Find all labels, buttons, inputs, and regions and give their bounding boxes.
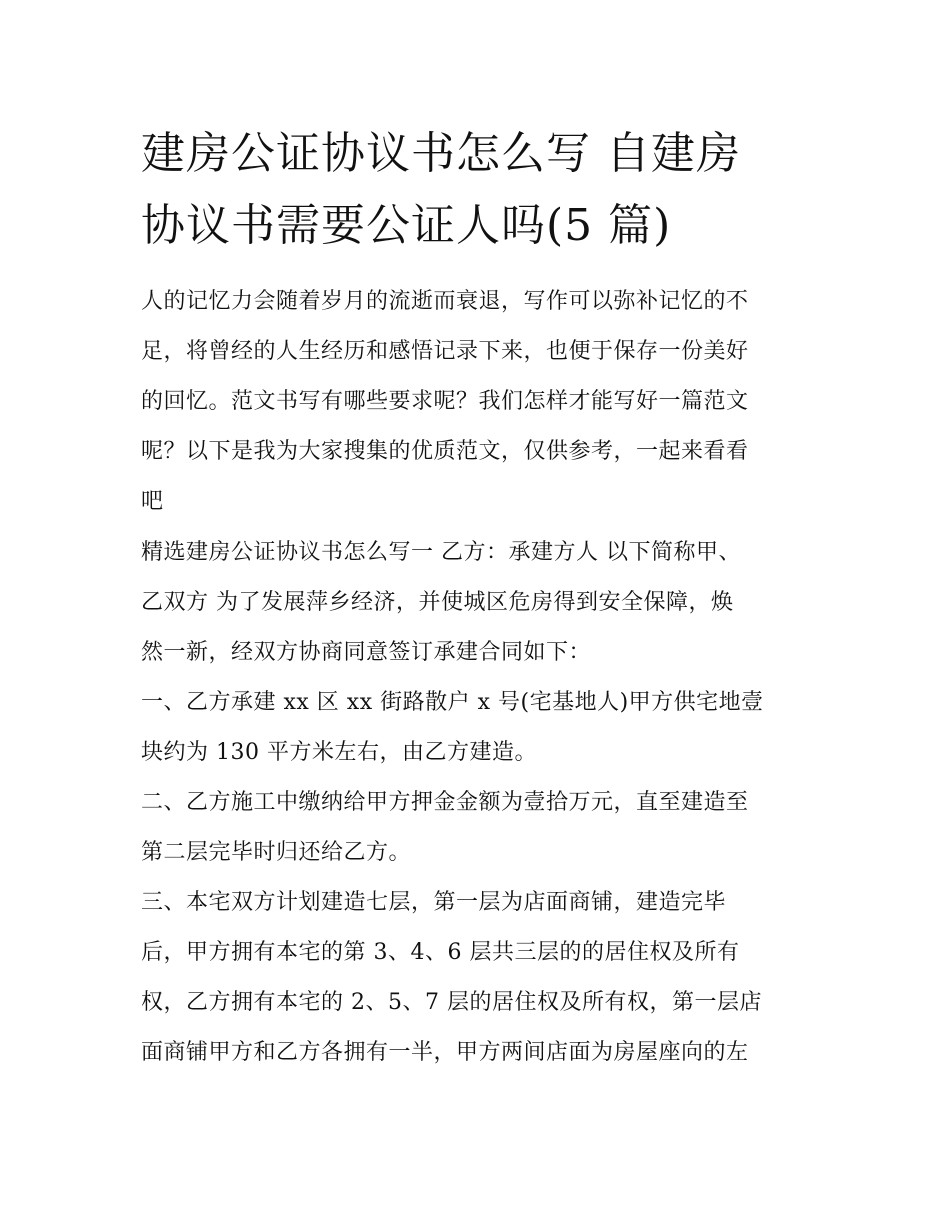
intro-line: 人的记忆力会随着岁月的流逝而衰退，写作可以弥补记忆的不 [141, 289, 749, 314]
body-line: 面商铺甲方和乙方各拥有一半，甲方两间店面为房屋座向的左 [141, 1040, 749, 1065]
body-line: 第二层完毕时归还给乙方。 [141, 840, 412, 865]
body-line: 然一新，经双方协商同意签订承建合同如下： [141, 640, 592, 665]
body-line: 权，乙方拥有本宅的 2、5、7 层的居住权及所有权，第一层店 [141, 990, 762, 1015]
title-line-2: 协议书需要公证人吗(5 篇) [141, 200, 672, 251]
intro-paragraph [141, 277, 821, 527]
body-line: 三、本宅双方计划建造七层，第一层为店面商铺，建造完毕 [141, 890, 727, 915]
intro-line: 足，将曾经的人生经历和感悟记录下来，也便于保存一份美好 [141, 339, 749, 364]
body-line: 二、乙方施工中缴纳给甲方押金金额为壹拾万元，直至建造至 [141, 790, 749, 815]
body-line: 精选建房公证协议书怎么写一 乙方：承建方人 以下简称甲、 [141, 540, 741, 565]
contract-body [141, 528, 821, 1078]
document-title [141, 118, 821, 262]
body-line: 后，甲方拥有本宅的第 3、4、6 层共三层的的居住权及所有 [141, 940, 740, 965]
intro-line: 的回忆。范文书写有哪些要求呢？我们怎样才能写好一篇范文 [141, 389, 749, 414]
body-line: 块约为 130 平方米左右，由乙方建造。 [141, 740, 537, 765]
intro-line: 吧 [141, 489, 164, 514]
intro-line: 呢？以下是我为大家搜集的优质范文，仅供参考，一起来看看 [141, 439, 749, 464]
title-line-1: 建房公证协议书怎么写 自建房 [141, 128, 741, 179]
body-line: 一、乙方承建 xx 区 xx 街路散户 x 号(宅基地人)甲方供宅地壹 [141, 690, 764, 715]
body-line: 乙双方 为了发展萍乡经济，并使城区危房得到安全保障，焕 [141, 590, 734, 615]
